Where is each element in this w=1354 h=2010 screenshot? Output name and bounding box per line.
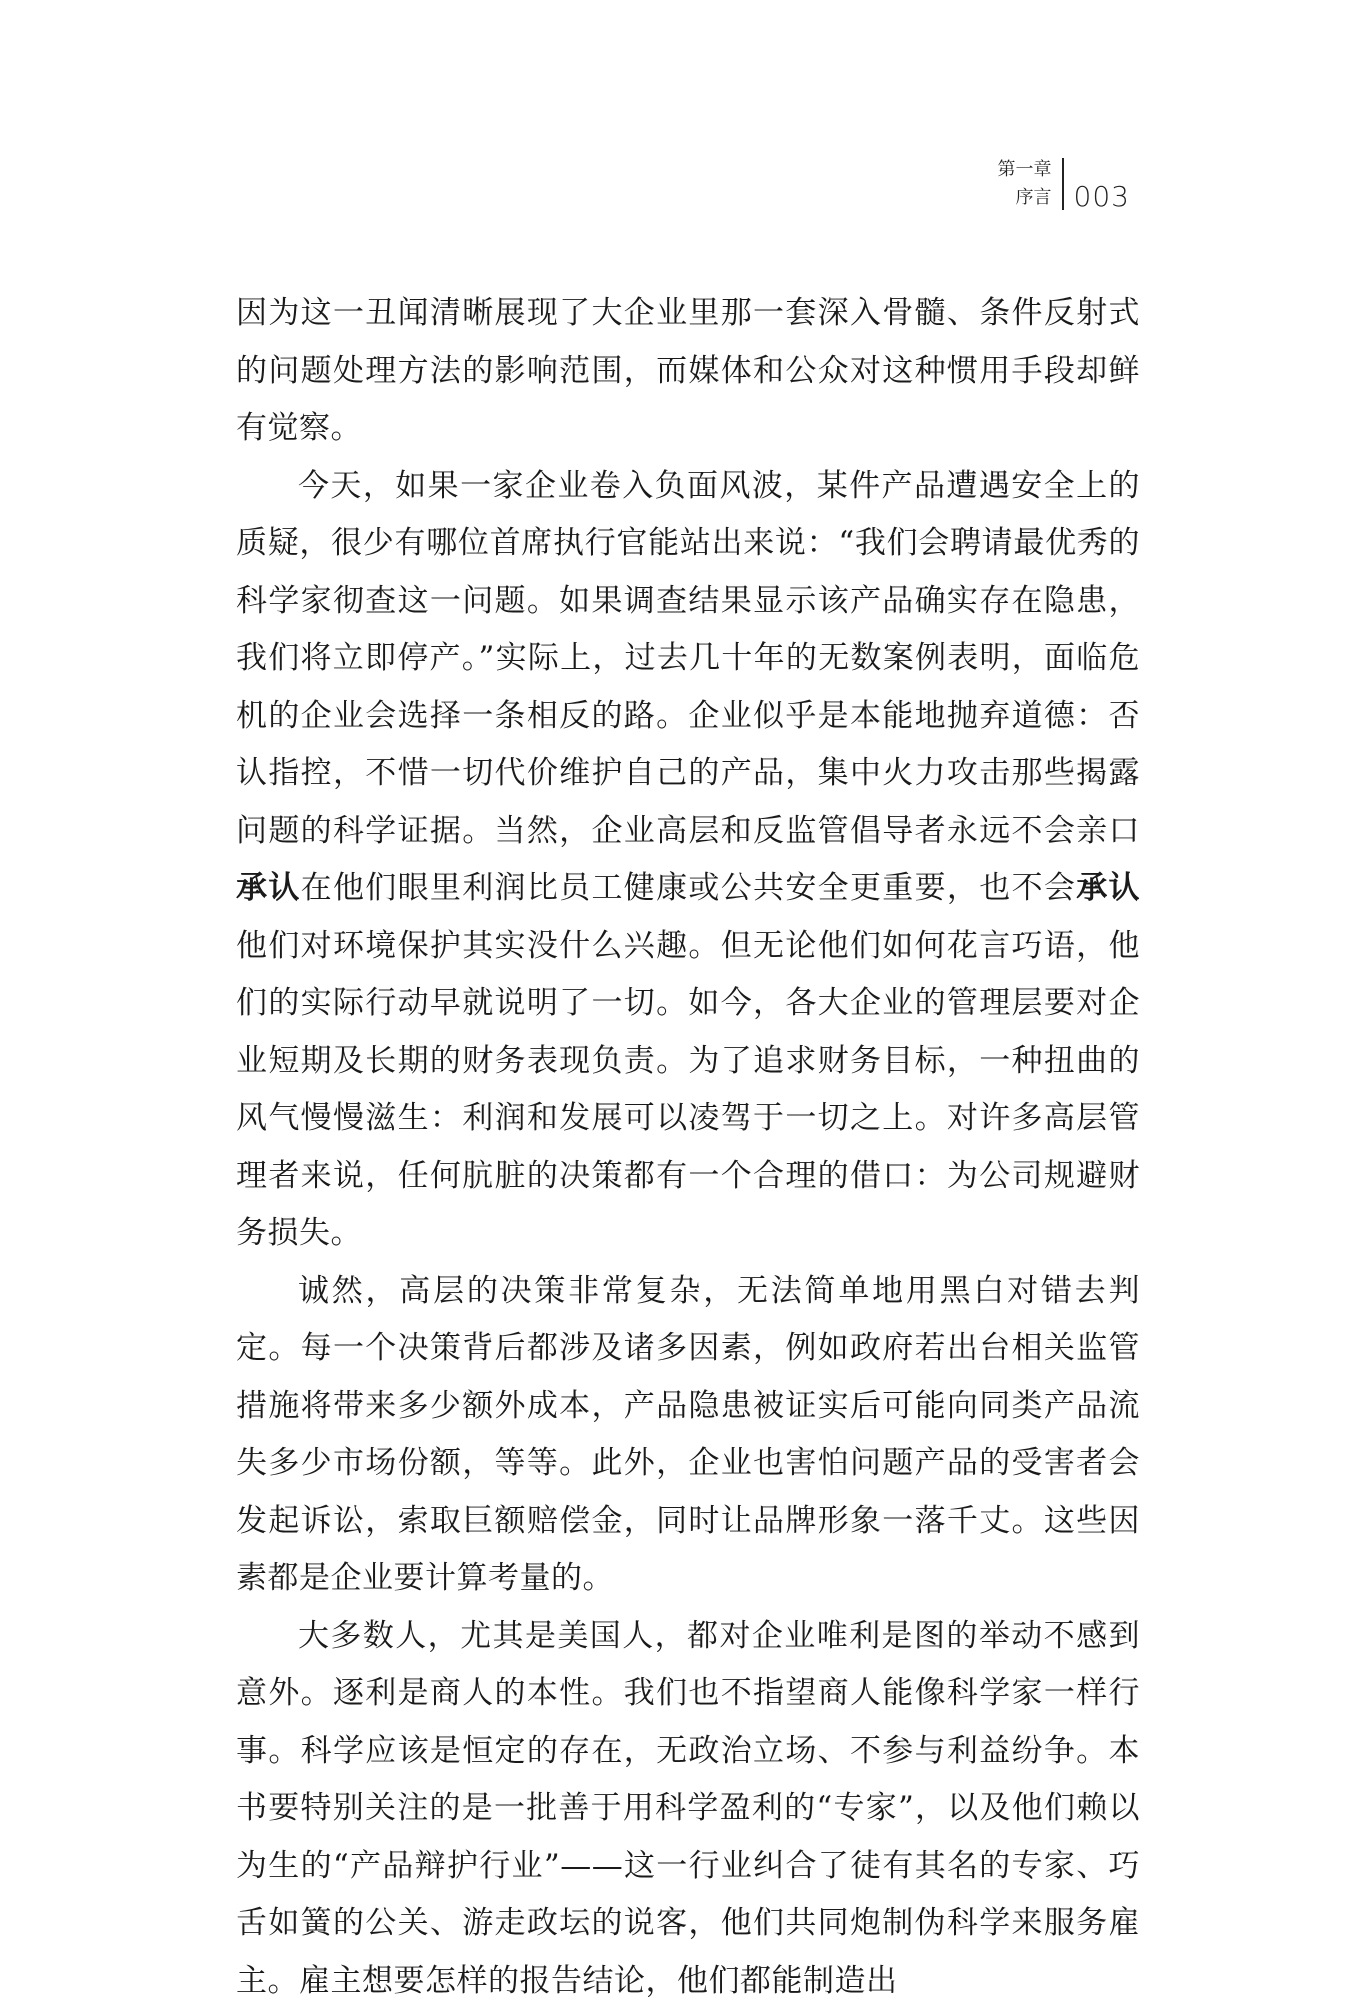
text-run: 大多数人，尤其是美国人，都对企业唯利是图的举动不感到意外。逐利是商人的本性。我们也不指望商人能像科学家一样行事。科学应该是恒定的存在，无政治立场、不参与利益纷争。本书要特别关注的是一批善于用科学盈利的“专家”，以及他们赖以为生的“产品辩护行业”——这一行业纠合了徒有其名的专家、巧舌如簧的公关、游走政坛的说客，他们共同炮制伪科学来服务雇主。雇主想要怎样的报告结论，他们都能制造出 bbox=[236, 1618, 1140, 1999]
paragraph bbox=[236, 285, 1140, 458]
paragraph bbox=[236, 458, 1140, 1263]
text-run: 他们对环境保护其实没什么兴趣。但无论他们如何花言巧语，他们的实际行动早就说明了一切。如今，各大企业的管理层要对企业短期及长期的财务表现负责。为了追求财务目标，一种扭曲的风气慢慢滋生：利润和发展可以凌驾于一切之上。对许多高层管理者来说，任何肮脏的决策都有一个合理的借口：为公司规避财务损失。 bbox=[236, 928, 1140, 1252]
page-number: 003 bbox=[1064, 182, 1130, 212]
section-label: 序言 bbox=[1016, 184, 1052, 212]
text-run: 在他们眼里利润比员工健康或公共安全更重要，也不会 bbox=[301, 870, 1077, 906]
body-text bbox=[236, 285, 1140, 2010]
chapter-label: 第一章 bbox=[998, 156, 1052, 184]
paragraph bbox=[236, 1263, 1140, 1608]
paragraph bbox=[236, 1608, 1140, 2010]
emphasis-text: 承认 bbox=[236, 870, 301, 906]
text-run: 今天，如果一家企业卷入负面风波，某件产品遭遇安全上的质疑，很少有哪位首席执行官能站出来说：“我们会聘请最优秀的科学家彻查这一问题。如果调查结果显示该产品确实存在隐患，我们将立即停产。”实际上，过去几十年的无数案例表明，面临危机的企业会选择一条相反的路。企业似乎是本能地抛弃道德：否认指控，不惜一切代价维护自己的产品，集中火力攻击那些揭露问题的科学证据。当然，企业高层和反监管倡导者永远不会亲口 bbox=[236, 468, 1140, 849]
running-header bbox=[998, 156, 1130, 212]
running-header-labels bbox=[998, 156, 1062, 212]
emphasis-text: 承认 bbox=[1076, 870, 1140, 906]
text-run: 因为这一丑闻清晰展现了大企业里那一套深入骨髓、条件反射式的问题处理方法的影响范围，而媒体和公众对这种惯用手段却鲜有觉察。 bbox=[236, 295, 1140, 446]
text-run: 诚然，高层的决策非常复杂，无法简单地用黑白对错去判定。每一个决策背后都涉及诸多因素，例如政府若出台相关监管措施将带来多少额外成本，产品隐患被证实后可能向同类产品流失多少市场份额，等等。此外，企业也害怕问题产品的受害者会发起诉讼，索取巨额赔偿金，同时让品牌形象一落千丈。这些因素都是企业要计算考量的。 bbox=[236, 1273, 1140, 1597]
